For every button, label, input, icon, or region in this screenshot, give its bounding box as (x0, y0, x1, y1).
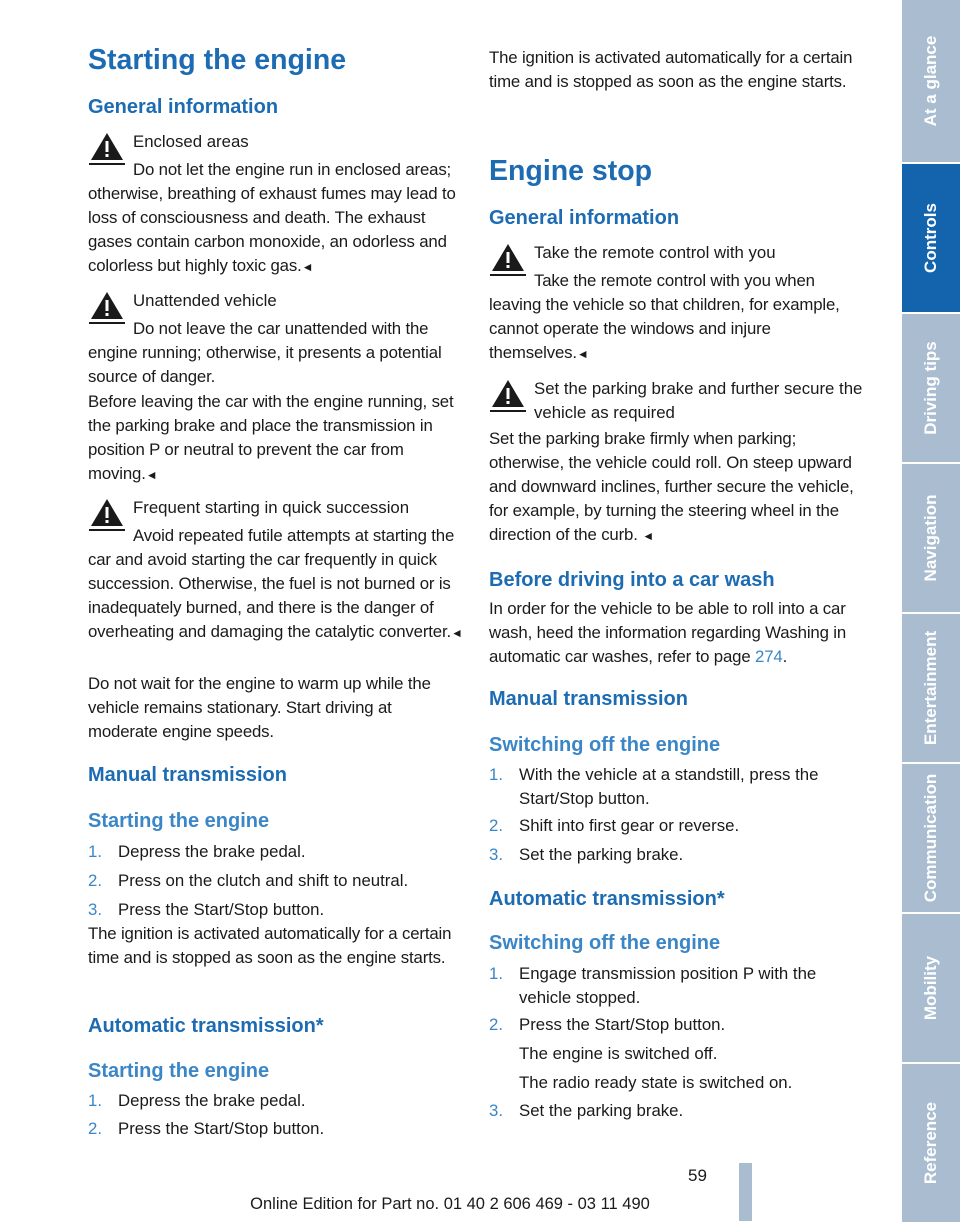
heading-manual-transmission: Manual transmission (489, 688, 688, 710)
subheading-starting-engine: Starting the engine (88, 1060, 270, 1082)
warning-text: Avoid repeated futile attempts at starting the car and avoid starting the car frequently in quick succession. Otherwise, the fuel is not burned or is inadequately burned, and there is the danger of overheating and damaging the catalytic converter.◄ (88, 526, 463, 641)
warning-triangle-icon (489, 377, 527, 413)
tab-at-a-glance[interactable]: At a glance (902, 0, 960, 162)
paragraph-ignition: The ignition is activated automatically for a certain time and is stopped as soon as the engine starts. (88, 924, 452, 967)
warning-text: Do not leave the car unattended with the engine running; otherwise, it presents a potential source of danger. (88, 319, 442, 386)
warning-text: Take the remote control with you when leaving the vehicle so that children, for example, cannot operate the windows and injure themselves.◄ (489, 271, 840, 362)
page-title: Starting the engine (88, 44, 347, 76)
tab-communication[interactable]: Communication (902, 764, 960, 912)
paragraph-car-wash: In order for the vehicle to be able to roll into a car wash, heed the information regarding Washing in automatic car washes, refer to page 274. (489, 599, 847, 666)
tab-controls[interactable]: Controls (902, 164, 960, 312)
tab-driving-tips[interactable]: Driving tips (902, 314, 960, 462)
list-item-note: The engine is switched off. (519, 1044, 718, 1063)
section-title-engine-stop: Engine stop (489, 155, 653, 187)
subheading-switching-off: Switching off the engine (489, 734, 721, 756)
tab-navigation[interactable]: Navigation (902, 464, 960, 612)
list-item-note: The radio ready state is switched on. (519, 1073, 793, 1092)
heading-car-wash: Before driving into a car wash (489, 569, 775, 591)
tab-reference[interactable]: Reference (902, 1064, 960, 1222)
page-number: 59 (688, 1166, 707, 1185)
tab-entertainment[interactable]: Entertainment (902, 614, 960, 762)
paragraph-warm-up: Do not wait for the engine to warm up while the vehicle remains stationary. Start driving at moderate engine speeds. (88, 674, 431, 741)
footer-edition: Online Edition for Part no. 01 40 2 606 469 - 03 11 490 (250, 1195, 650, 1213)
warning-title: Take the remote control with you (534, 243, 776, 262)
warning-title: Frequent starting in quick succession (133, 498, 410, 517)
warning-title: Set the parking brake and further secure the vehicle as required (534, 379, 863, 422)
heading-automatic-transmission: Automatic transmission* (489, 888, 725, 910)
section-heading-general: General information (489, 207, 680, 229)
paragraph-parking: Set the parking brake firmly when parking; otherwise, the vehicle could roll. On steep upward and downward inclines, further secure the vehicle, for example, by turning the steering wheel in the direction of the curb. ◄ (489, 429, 854, 544)
heading-manual-transmission: Manual transmission (88, 764, 287, 786)
subheading-switching-off: Switching off the engine (489, 932, 721, 954)
warning-text: Do not let the engine run in enclosed areas; otherwise, breathing of exhaust fumes may lead to loss of consciousness and death. The exhaust gases contain carbon monoxide, an odorless and colorless but highly toxic gas.◄ (88, 160, 456, 275)
warning-title: Unattended vehicle (133, 291, 277, 310)
tab-mobility[interactable]: Mobility (902, 914, 960, 1062)
page-link[interactable]: 274 (755, 647, 783, 666)
warning-title: Enclosed areas (133, 132, 249, 151)
paragraph-ignition: The ignition is activated automatically for a certain time and is stopped as soon as the engine starts. (489, 48, 853, 91)
section-heading-general: General information (88, 96, 279, 118)
paragraph-leaving-car: Before leaving the car with the engine running, set the parking brake and place the transmission in position P or neutral to prevent the car from moving.◄ (88, 392, 454, 483)
subheading-starting-engine: Starting the engine (88, 810, 270, 832)
heading-automatic-transmission: Automatic transmission* (88, 1015, 324, 1037)
